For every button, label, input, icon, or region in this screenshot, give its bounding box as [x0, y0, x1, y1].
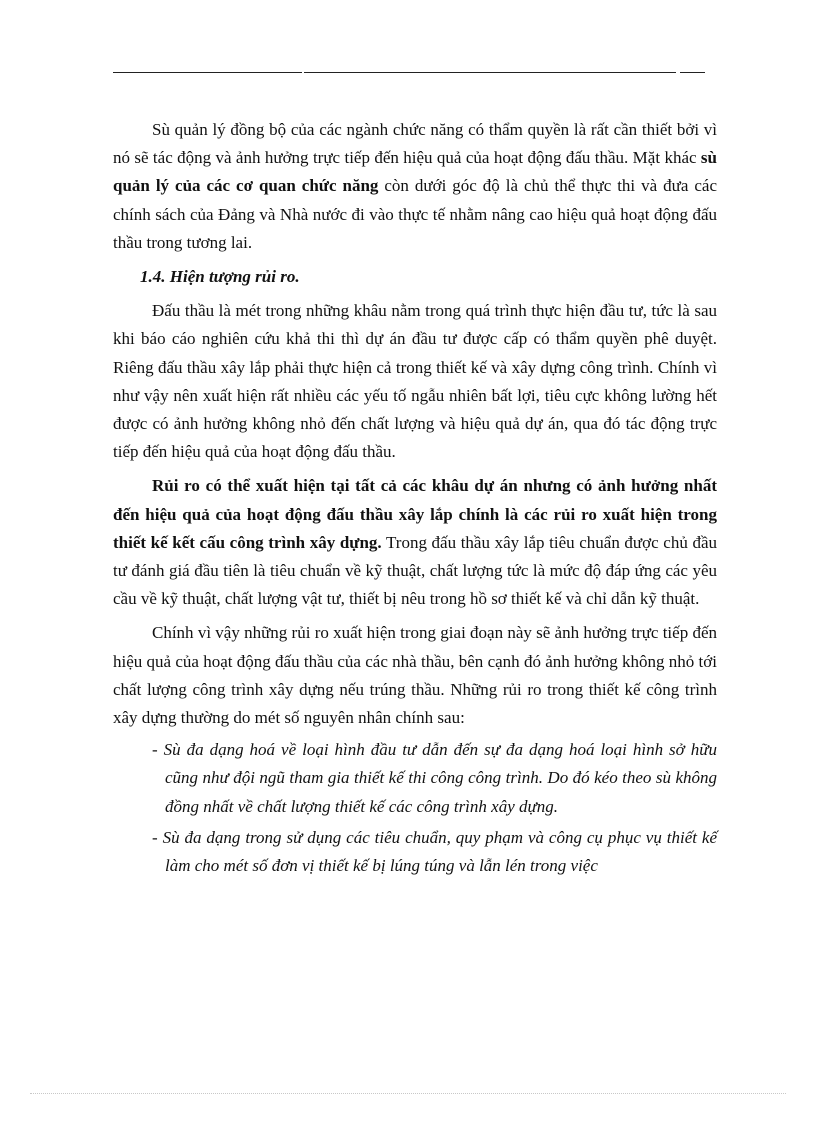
document-body	[113, 116, 717, 883]
paragraph-risk	[113, 472, 717, 613]
header-rule-middle	[304, 72, 676, 73]
cause-list	[113, 736, 717, 880]
header-rule-left	[113, 72, 302, 73]
section-heading: 1.4. Hiện tượng rủi ro.	[140, 267, 300, 287]
paragraph-causes: Chính vì vậy những rủi ro xuất hiện trong giai đoạn này sẽ ảnh hưởng trực tiếp đến hiệu quả của hoạt động đấu thầu của các nhà thầu, bên cạnh đó ảnh hưởng không nhỏ tới chất lượng công trình xây dựng nếu trúng thầu. Những rủi ro trong thiết kế công trình xây dựng thường do mét số nguyên nhân chính sau:	[113, 623, 717, 728]
paragraph-text: Sù quản lý đồng bộ của các ngành chức năng có thẩm quyền là rất cần thiết bởi vì nó sẽ tác động và ảnh hưởng trực tiếp đến hiệu quả của hoạt động đấu thầu. Mặt khác	[113, 120, 717, 168]
header-rule-right	[680, 72, 705, 73]
list-item: - Sù đa dạng trong sử dụng các tiêu chuẩn, quy phạm và công cụ phục vụ thiết kế làm cho mét số đơn vị thiết kế bị lúng túng và lẫn lén trong việc	[152, 827, 717, 876]
bold-phrase: Rủi ro có thể xuất hiện tại tất cả các khâu dự án nhưng có ảnh hưởng nhất đến hiệu quả của hoạt động đấu thầu xây lắp chính là các rủi ro xuất hiện trong thiết kế kết cấu công trình xây dựng.	[113, 476, 717, 552]
list-item: - Sù đa dạng hoá về loại hình đầu tư dẫn đến sự đa dạng hoá loại hình sở hữu cũng như đội ngũ tham gia thiết kế thi công công trình. Do đó kéo theo sù không đồng nhất về chất lượng thiết kế các công trình xây dựng.	[152, 740, 717, 816]
bold-phrase: sù quản lý của các cơ quan chức năng	[113, 148, 717, 196]
page-bottom-border	[30, 1093, 786, 1094]
paragraph-management	[113, 116, 717, 257]
paragraph-text: Trong đấu thầu xây lắp tiêu chuẩn được chủ đầu tư đánh giá đầu tiên là tiêu chuẩn về kỹ thuật, chất lượng tức là mức độ đáp ứng các yêu cầu về kỹ thuật, chất lượng vật tư, thiết bị nêu trong hồ sơ thiết kế và chỉ dẫn kỹ thuật.	[113, 532, 717, 609]
paragraph-bidding: Đấu thầu là mét trong những khâu nằm trong quá trình thực hiện đầu tư, tức là sau khi báo cáo nghiên cứu khả thi thì dự án đầu tư được cấp có thẩm quyền phê duyệt. Riêng đấu thầu xây lắp phải thực hiện cả trong thiết kế và xây dựng công trình. Chính vì như vậy nên xuất hiện rất nhiều các yếu tố ngẫu nhiên bất lợi, tiêu cực không lường hết được có ảnh hưởng không nhỏ đến chất lượng và hiệu quả dự án, qua đó tác động trực tiếp đến hiệu quả của hoạt động đấu thầu.	[113, 301, 717, 462]
paragraph-text: còn dưới góc độ là chủ thể thực thi và đưa các chính sách của Đảng và Nhà nước đi vào thực tế nhằm nâng cao hiệu quả hoạt động đấu thầu trong tương lai.	[113, 176, 717, 252]
